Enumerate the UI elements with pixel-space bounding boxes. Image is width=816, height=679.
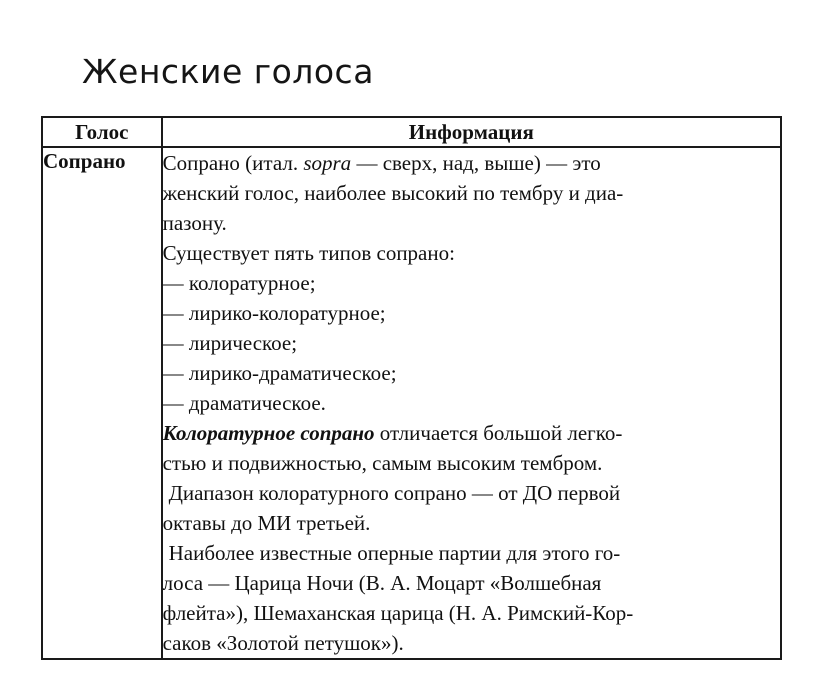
info-line xyxy=(163,418,780,448)
info-line: октавы до МИ третьей. xyxy=(162,511,371,535)
info-text: Сопрано (итал. xyxy=(162,151,304,175)
list-item: — драматическое. xyxy=(162,391,326,415)
info-line: лоса — Царица Ночи (В. А. Моцарт «Волшебная xyxy=(162,571,602,595)
info-line: женский голос, наиболее высокий по тембру и диа- xyxy=(162,181,624,205)
info-text: — сверх, над, выше) — это xyxy=(351,151,601,175)
info-term-bold-italic: Колоратурное сопрано xyxy=(162,421,375,445)
table-row xyxy=(42,147,781,659)
info-line: флейта»), Шемаханская царица (Н. А. Римский-Кор- xyxy=(162,601,634,625)
list-item: — колоратурное; xyxy=(162,271,316,295)
list-item: — лирико-драматическое; xyxy=(162,361,397,385)
table-header-row xyxy=(42,117,781,147)
info-term-italic: sopra xyxy=(303,151,352,175)
voices-table xyxy=(41,116,782,660)
info-line: саков «Золотой петушок»). xyxy=(162,631,404,655)
info-line: Наиболее известные оперные партии для этого го- xyxy=(168,541,621,565)
info-line xyxy=(163,148,780,178)
list-item: — лирико-колоратурное; xyxy=(162,301,386,325)
list-item: — лирическое; xyxy=(162,331,298,355)
voice-name-cell: Сопрано xyxy=(42,147,162,659)
page-title: Женские голоса xyxy=(82,52,374,91)
info-cell xyxy=(162,147,781,659)
header-voice: Голос xyxy=(42,117,162,147)
info-line: пазону. xyxy=(162,211,227,235)
header-info: Информация xyxy=(162,117,781,147)
info-line: стью и подвижностью, самым высоким тембром. xyxy=(162,451,603,475)
info-text: отличается большой легко- xyxy=(374,421,623,445)
info-line: Существует пять типов сопрано: xyxy=(162,241,455,265)
info-line: Диапазон колоратурного сопрано — от ДО первой xyxy=(168,481,621,505)
